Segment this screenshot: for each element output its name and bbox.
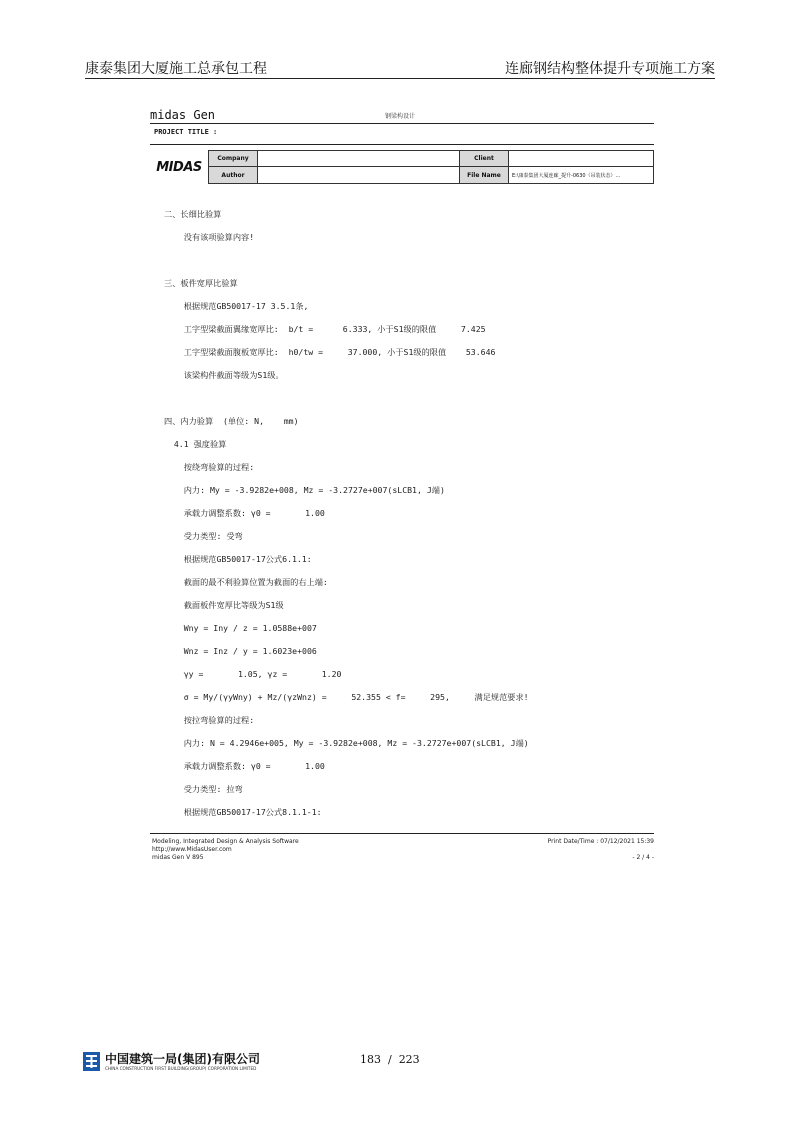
file-name-value: E:\康泰集团大厦连廊_提升-0630（吊装状态）... <box>508 166 654 184</box>
company-logo <box>83 1050 273 1074</box>
content-line: 承载力调整系数: γ0 = 1.00 <box>164 508 325 518</box>
software-description: Modeling, Integrated Design & Analysis Software <box>152 838 299 845</box>
software-version: midas Gen V 895 <box>152 854 204 861</box>
content-line: 按绕弯验算的过程: <box>164 462 255 472</box>
subsection-heading: 4.1 强度验算 <box>164 439 227 449</box>
content-line: 受力类型: 拉弯 <box>164 784 243 794</box>
company-value <box>257 150 460 167</box>
content-line: 没有该项验算内容! <box>164 232 255 242</box>
content-line: 截面的最不利验算位置为截面的右上端: <box>164 577 328 587</box>
print-datetime: Print Date/Time : 07/12/2021 15:39 <box>547 838 654 845</box>
project-divider <box>150 144 654 145</box>
content-line: 内力: My = -3.9282e+008, Mz = -3.2727e+007(sLCB1, J端) <box>164 485 445 495</box>
page-header <box>85 58 715 79</box>
report-page-indicator: - 2 / 4 - <box>632 854 654 861</box>
cscec-icon <box>83 1052 100 1071</box>
content-line: γy = 1.05, γz = 1.20 <box>164 669 342 679</box>
author-value <box>257 166 460 184</box>
file-name-label: File Name <box>459 166 509 184</box>
author-label: Author <box>208 166 258 184</box>
doc-type: 钢梁构设计 <box>385 113 416 120</box>
content-line: 根据规范GB50017-17公式8.1.1-1: <box>164 807 322 817</box>
document-title: 连廊钢结构整体提升专项施工方案 <box>505 61 715 77</box>
midas-logo <box>150 150 208 184</box>
cscec-mark-icon <box>85 1054 98 1069</box>
company-name-en: CHINA CONSTRUCTION FIRST BUILDING(GROUP) CORPORATION LIMITED <box>105 1066 257 1071</box>
content-line: 工字型梁截面翼缘宽厚比: b/t = 6.333, 小于S1级的限值 7.425 <box>164 324 486 334</box>
app-title: midas Gen <box>150 108 216 122</box>
project-name: 康泰集团大厦施工总承包工程 <box>85 61 267 77</box>
company-label: Company <box>208 150 258 167</box>
section-heading: 二、长细比验算 <box>164 209 222 219</box>
section-heading: 四、内力验算 (单位: N, mm) <box>164 416 299 426</box>
content-line: 工字型梁截面腹板宽厚比: h0/tw = 37.000, 小于S1级的限值 53.646 <box>164 347 496 357</box>
company-name-cn: 中国建筑一局(集团)有限公司 <box>105 1052 260 1066</box>
content-line: Wnz = Inz / y = 1.6023e+006 <box>164 646 317 656</box>
section-heading: 三、板件宽厚比验算 <box>164 278 238 288</box>
client-label: Client <box>459 150 509 167</box>
content-line: 承载力调整系数: γ0 = 1.00 <box>164 761 325 771</box>
content-line: 按拉弯验算的过程: <box>164 715 255 725</box>
content-line: 该梁构件截面等级为S1级。 <box>164 370 284 380</box>
content-line: 根据规范GB50017-17公式6.1.1: <box>164 554 312 564</box>
title-divider <box>150 123 654 124</box>
content-line: 内力: N = 4.2946e+005, My = -3.9282e+008, Mz = -3.2727e+007(sLCB1, J端) <box>164 738 529 748</box>
page-number: 183 / 223 <box>360 1053 420 1066</box>
content-line: 根据规范GB50017-17 3.5.1条, <box>164 301 309 311</box>
content-line: 受力类型: 受弯 <box>164 531 243 541</box>
content-line: σ = My/(γyWny) + Mz/(γzWnz) = 52.355 < f= 295, 满足规范要求! <box>164 692 529 702</box>
info-table <box>150 150 654 184</box>
client-value <box>508 150 654 167</box>
midas-logo-text: MIDAS <box>156 159 202 175</box>
content-line: 截面板件宽厚比等级为S1级 <box>164 600 284 610</box>
content-line: Wny = Iny / z = 1.0588e+007 <box>164 623 317 633</box>
website-link[interactable]: http://www.MidasUser.com <box>152 846 232 853</box>
project-title: PROJECT TITLE : <box>154 128 218 136</box>
footer-divider <box>150 833 654 834</box>
